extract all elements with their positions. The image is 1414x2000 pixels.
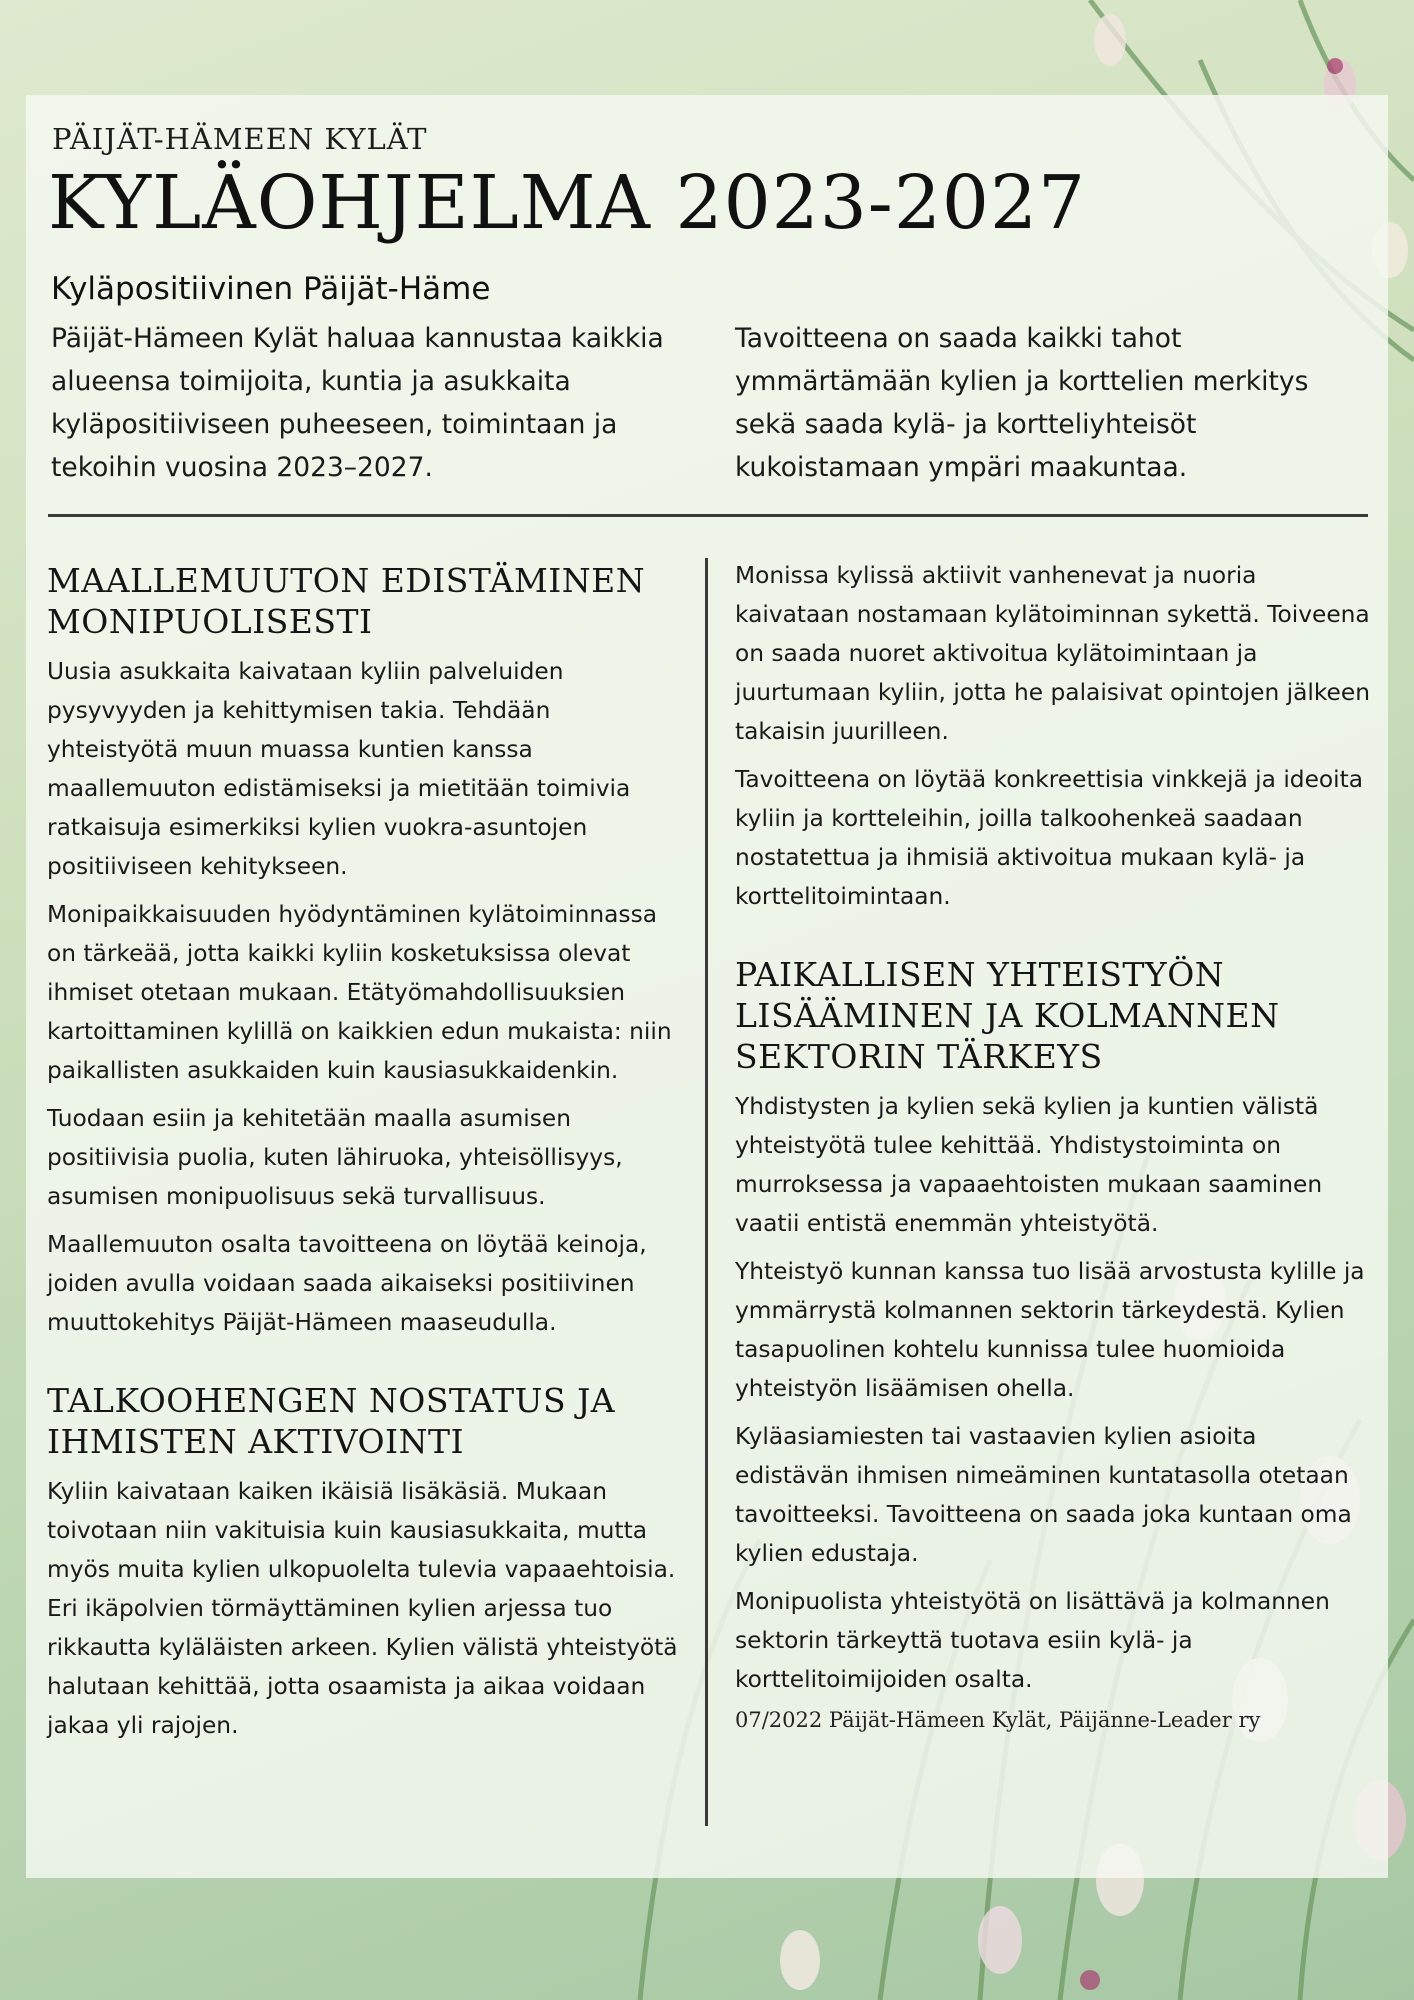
intro-right: Tavoitteena on saada kaikki tahot ymmärtämään kylien ja korttelien merkitys sekä saada kylä- ja kortteliyhteisöt kukoistamaan ympäri maakuntaa.: [735, 323, 1309, 483]
document-subtitle: Kyläpositiivinen Päijät-Häme: [51, 271, 491, 307]
vertical-divider: [705, 558, 708, 1826]
paragraph: Maallemuuton osalta tavoitteena on löytää keinoja, joiden avulla voidaan saada aikaiseksi positiivinen muuttokehitys Päijät-Hämeen maaseudulla.: [47, 1231, 647, 1336]
right-column: [735, 556, 1375, 1732]
horizontal-divider: [48, 514, 1368, 517]
paragraph: Monipuolista yhteistyötä on lisättävä ja kolmannen sektorin tärkeyttä tuotava esiin kylä- ja korttelitoimijoiden osalta.: [735, 1588, 1330, 1693]
document-title: KYLÄOHJELMA 2023-2027: [48, 160, 1087, 246]
paragraph: Kyliin kaivataan kaiken ikäisiä lisäkäsiä. Mukaan toivotaan niin vakituisia kuin kausiasukkaita, mutta myös muita kylien ulkopuolelta tulevia vapaaehtoisia. Eri ikäpolvien törmäyttäminen kylien arjessa tuo rikkautta kyläläisten arkeen. Kylien välistä yhteistyötä halutaan kehittää, jotta osaamista ja aikaa voidaan jakaa yli rajojen.: [47, 1478, 678, 1739]
section-heading-talkoohenki: TALKOOHENGEN NOSTATUS JA IHMISTEN AKTIVOINTI: [47, 1381, 616, 1461]
paragraph: Tavoitteena on löytää konkreettisia vinkkejä ja ideoita kyliin ja kortteleihin, joilla talkoohenkeä saadaan nostatettua ja ihmisiä aktivoitua mukaan kylä- ja korttelitoimintaan.: [735, 766, 1364, 910]
section-heading-maallemuutto: MAALLEMUUTON EDISTÄMINEN MONIPUOLISESTI: [47, 561, 646, 641]
intro-left: Päijät-Hämeen Kylät haluaa kannustaa kaikkia alueensa toimijoita, kuntia ja asukkaita kyläpositiiviseen puheeseen, toimintaan ja tekoihin vuosina 2023–2027.: [51, 323, 664, 483]
paragraph: Kyläasiamiesten tai vastaavien kylien asioita edistävän ihmisen nimeäminen kuntatasolla otetaan tavoitteeksi. Tavoitteena on saada joka kuntaan oma kylien edustaja.: [735, 1423, 1352, 1567]
footer-credit: 07/2022 Päijät-Hämeen Kylät, Päijänne-Leader ry: [735, 1708, 1261, 1732]
organization-name: PÄIJÄT-HÄMEEN KYLÄT: [52, 122, 428, 156]
paragraph: Monissa kylissä aktiivit vanhenevat ja nuoria kaivataan nostamaan kylätoiminnan sykettä. Toiveena on saada nuoret aktivoitua kylätoimintaan ja juurtumaan kyliin, jotta he palaisivat opintojen jälkeen takaisin juurilleen.: [735, 562, 1370, 745]
paragraph: Tuodaan esiin ja kehitetään maalla asumisen positiivisia puolia, kuten lähiruoka, yhteisöllisyys, asumisen monipuolisuus sekä turvallisuus.: [47, 1105, 623, 1210]
paragraph: Uusia asukkaita kaivataan kyliin palveluiden pysyvyyden ja kehittymisen takia. Tehdään yhteistyötä muun muassa kuntien kanssa maallemuuton edistämiseksi ja mietitään toimivia ratkaisuja esimerkiksi kylien vuokra-asuntojen positiiviseen kehitykseen.: [47, 658, 631, 880]
paragraph: Yhdistysten ja kylien sekä kylien ja kuntien välistä yhteistyötä tulee kehittää. Yhdistystoiminta on murroksessa ja vapaaehtoisten mukaan saaminen vaatii entistä enemmän yhteistyötä.: [735, 1093, 1323, 1237]
paragraph: Monipaikkaisuuden hyödyntäminen kylätoiminnassa on tärkeää, jotta kaikki kyliin kosketuksissa olevat ihmiset otetaan mukaan. Etätyömahdollisuuksien kartoittaminen kylillä on kaikkien edun mukaista: niin paikallisten asukkaiden kuin kausiasukkaidenkin.: [47, 901, 672, 1084]
section-heading-yhteistyo: PAIKALLISEN YHTEISTYÖN LISÄÄMINEN JA KOLMANNEN SEKTORIN TÄRKEYS: [735, 955, 1280, 1076]
left-column: [47, 560, 687, 1754]
paragraph: Yhteistyö kunnan kanssa tuo lisää arvostusta kylille ja ymmärrystä kolmannen sektorin tärkeydestä. Kylien tasapuolinen kohtelu kunnissa tulee huomioida yhteistyön lisäämisen ohella.: [735, 1258, 1365, 1402]
